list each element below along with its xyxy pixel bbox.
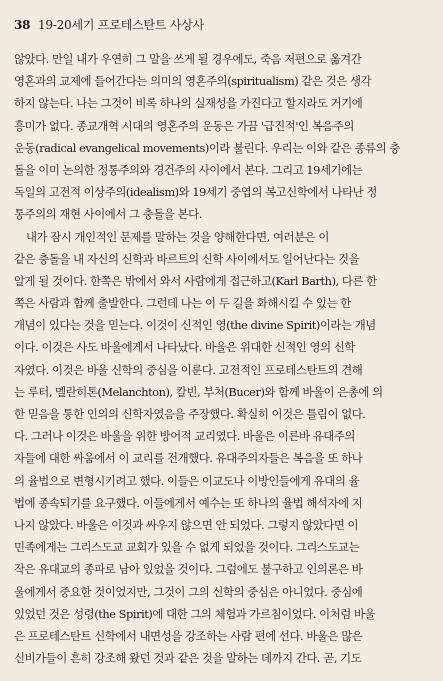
text-line: 같은 충돌을 내 자신의 신학과 바르트의 신학 사이에서도 일어난다는 것을 bbox=[14, 251, 360, 266]
text-line: 한 믿음을 통한 인의의 신학자였음을 주장했다. 확실히 이것은 틀림이 없다. bbox=[14, 407, 366, 421]
page-header bbox=[14, 16, 204, 36]
text-line: 하지 않는다. 나는 그것이 비록 하나의 실재성을 가진다고 할지라도 거기에 bbox=[14, 96, 363, 111]
text-line: 알게 될 것이다. 한쪽은 밖에서 와서 사람에게 접근하고(Karl Barth), 다른 한 bbox=[14, 273, 377, 288]
text-line: 있었던 것은 성령(the Spirit)에 대한 그의 체험과 가르침이었다. 이처럼 바울 bbox=[14, 606, 376, 621]
text-line: 돌을 이미 논의한 정통주의와 경건주의 사이에서 본다. 그리고 19세기에는 bbox=[14, 162, 363, 177]
text-line: 않았다. 만일 내가 우연히 그 말을 쓰게 될 경우에도, 죽음 저편으로 옮겨간 bbox=[14, 52, 362, 66]
text-line: 다. 그러나 이것은 바울을 위한 방어적 교리였다. 바울은 이른바 유대주의 bbox=[14, 429, 355, 444]
text-line: 쪽은 사람과 함께 출발한다. 그런데 나는 이 두 길을 화해시킬 수 있는 한 bbox=[14, 296, 351, 311]
text-line: 이다. 이것은 사도 바울에게서 나타났다. 바울은 위대한 신적인 영의 신학 bbox=[14, 340, 355, 355]
running-title: 19-20세기 프로테스탄트 사상사 bbox=[37, 18, 205, 32]
text-line: 통주의의 재현 사이에서 그 충돌을 본다. bbox=[14, 207, 202, 222]
text-line: 독일의 고전적 이상주의(idealism)와 19세기 중엽의 복고신학에서 나타난 정 bbox=[14, 185, 377, 200]
text-line: 개념이 있다는 것을 믿는다. 이것이 신적인 영(the divine Spirit)이라는 개념 bbox=[14, 318, 376, 333]
text-line: 운동(radical evangelical movements)이라 불린다. 우리는 이와 같은 종류의 충 bbox=[14, 140, 400, 155]
body-text bbox=[14, 48, 434, 669]
text-line: 자였다. 이것은 바울 신학의 중심을 이룬다. 고전적인 프로테스탄트의 견해 bbox=[14, 362, 363, 377]
text-line: 은 프로테스탄트 신학에서 내면성을 강조하는 사람 편에 선다. 바울은 많은 bbox=[14, 628, 363, 643]
text-line: 작은 유대교의 종파로 남아 있었을 것이다. 그럼에도 불구하고 인의론은 바 bbox=[14, 562, 363, 577]
text-line: 나지 않았다. 바울은 이것과 싸우지 않으면 안 되었다. 그렇지 않았다면 이 bbox=[14, 517, 359, 532]
text-line: 내가 잠시 개인적인 문제를 말하는 것을 양해한다면, 여러분은 이 bbox=[26, 229, 329, 244]
text-line: 자들에 대한 싸움에서 이 교리를 전개했다. 유대주의자들은 복음을 또 하나 bbox=[14, 451, 363, 466]
text-line: 영혼과의 교제에 들어간다는 의미의 영혼주의(spiritualism) 같은 것은 생각 bbox=[14, 74, 372, 89]
text-line: 민족에게는 그리스도교 교회가 있을 수 없게 되었을 것이다. 그리스도교는 bbox=[14, 540, 360, 555]
text-line: 의 율법으로 변형시키려고 했다. 이들은 이교도나 이방인들에게 유대의 율 bbox=[14, 473, 360, 488]
text-line: 흥미가 없다. 종교개혁 시대의 영혼주의 운동은 가끔 '급진적'인 복음주의 bbox=[14, 118, 354, 133]
page-number: 38 bbox=[14, 18, 31, 32]
text-line: 는 루터, 멜란히톤(Melanchton), 칼빈, 부처(Bucer)와 함께 바울이 은총에 의 bbox=[14, 384, 383, 399]
text-line: 신비가들이 흔히 강조해 왔던 것과 같은 것을 말하는 데까지 간다. 곧, 기도 bbox=[14, 651, 362, 666]
text-line: 법에 종속되기를 요구했다. 이들에게서 예수는 또 하나의 율법 해석자에 지 bbox=[14, 495, 363, 510]
text-line: 울에게서 중요한 것이었지만, 그것이 그의 신학의 중심은 아니었다. 중심에 bbox=[14, 584, 363, 599]
